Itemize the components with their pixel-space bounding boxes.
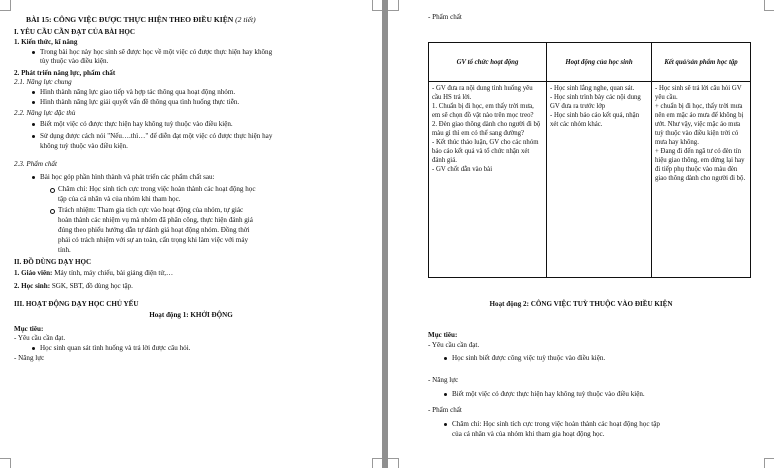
table-header: Hoạt động của học sinh: [547, 43, 652, 82]
cell-paragraph: - Học sinh trình bày các nội dung GV đưa ra trước lớp: [550, 94, 641, 110]
list-item: Trong bài học này học sinh sẽ được học về một việc có được thực hiện hay không: [40, 48, 273, 56]
table-cell-student: [547, 82, 652, 278]
cell-paragraph: - GV đưa ra nội dung tình huống yêu cầu HS trả lời.: [432, 85, 533, 101]
cell-paragraph: + chuẩn bị đi học, thấy trời mưa nên em mặc áo mưa để không bị ướt. Như vậy, việc mặc áo mưa tuỳ thuộc vào điều kiện trời có mưa hay không.: [655, 103, 744, 146]
objective-item: - Phẩm chất: [428, 13, 462, 21]
subsection-heading: 2.3. Phẩm chất: [14, 160, 57, 168]
activity-heading: Hoạt động 1: KHỞI ĐỘNG: [149, 311, 233, 319]
table-header: Kết quả/sản phẩm học tập: [652, 43, 751, 82]
list-item-cont: không tuỳ thuộc vào điều kiện.: [40, 142, 128, 150]
list-item: Sử dụng được cách nói "Nếu….thì…" để diễn đạt một việc có được thực hiện hay: [40, 132, 273, 140]
section-heading: I. YÊU CẦU CẦN ĐẠT CỦA BÀI HỌC: [14, 28, 135, 36]
cell-paragraph: - Học sinh lắng nghe, quan sát.: [550, 85, 635, 92]
teacher-materials: 1. Giáo viên: Máy tính, máy chiếu, bài giảng điện tử,…: [14, 269, 174, 277]
cell-paragraph: 2. Đèn giao thông dành cho người đi bộ màu gì thì em có thể sang đường?: [432, 121, 541, 137]
objective-item: - Yêu cầu cần đạt.: [428, 341, 480, 349]
document-page-right: [388, 0, 774, 468]
list-item: Học sinh biết được công việc tuỳ thuộc vào điều kiện.: [452, 354, 606, 362]
document-page-left: [0, 0, 382, 468]
list-item: Bài học góp phần hình thành và phát triển các phẩm chất sau:: [40, 173, 215, 181]
list-item: Biết một việc có được thực hiện hay không tuỳ thuộc vào điều kiện.: [40, 120, 233, 128]
objective-item: - Phẩm chất: [428, 406, 462, 414]
objective-item: - Yêu cầu cần đạt.: [14, 334, 66, 342]
list-item: Biết một việc có được thực hiện hay không tuỳ thuộc vào điều kiện.: [452, 390, 645, 398]
cell-paragraph: - Kết thúc thảo luận, GV cho các nhóm báo cáo kết quả và tổ chức nhận xét đánh giá.: [432, 139, 539, 164]
objectives-label: Mục tiêu:: [14, 325, 44, 333]
subsection-heading: 2. Phát triển năng lực, phẩm chất: [14, 69, 116, 77]
subsection-heading: 2.2. Năng lực đặc thù: [14, 109, 76, 117]
cell-paragraph: + Đang đi đến ngã tư có đèn tín hiệu giao thông, em dừng lại hay đi tiếp phụ thuộc vào màu đèn giao thông dành cho người đi bộ.: [655, 148, 746, 182]
table-header: GV tổ chức hoạt động: [429, 43, 547, 82]
sub-list-item-cont: tập của cá nhân và của nhóm khi tham học.: [58, 195, 181, 203]
objective-item: - Năng lực: [14, 354, 45, 362]
list-item-cont: tùy thuộc vào điều kiện.: [40, 57, 109, 65]
objective-item: - Năng lực: [428, 376, 459, 384]
cell-paragraph: - Học sinh sẽ trả lời câu hỏi GV yêu cầu.: [655, 85, 742, 101]
list-item: Hình thành năng lực giao tiếp và hợp tác thông qua hoạt động nhóm.: [40, 88, 236, 96]
list-item-cont: của cá nhân và của nhóm khi tham gia hoạt động học.: [452, 430, 605, 438]
section-heading: II. ĐỒ DÙNG DẠY HỌC: [14, 258, 92, 266]
cell-paragraph: - Học sinh báo cáo kết quả, nhận xét các nhóm khác.: [550, 112, 640, 128]
sub-list-item: Chăm chỉ: Học sinh tích cực trong việc hoàn thành các hoạt động học: [58, 185, 256, 193]
table-cell-teacher: [429, 82, 547, 278]
subsection-heading: 1. Kiến thức, kĩ năng: [14, 38, 78, 46]
activity-table: [428, 42, 751, 278]
sub-list-item-cont: hoàn thành các nhiệm vụ mà nhóm đã phân công, thực hiện đánh giá: [58, 216, 253, 224]
sub-list-item-cont: phải có trách nhiệm với sự an toàn, cẩn trọng khi làm việc với máy: [58, 236, 249, 244]
sub-list-item-cont: tính.: [58, 246, 71, 254]
cell-paragraph: - GV chốt dẫn vào bài: [432, 166, 493, 173]
list-item: Học sinh quan sát tình huống và trả lời được câu hỏi.: [40, 344, 191, 352]
cell-paragraph: 1. Chuẩn bị đi học, em thấy trời mưa, em sẽ chọn đồ vật nào trên mọc treo?: [432, 103, 534, 119]
objectives-label: Mục tiêu:: [428, 331, 458, 339]
table-cell-result: [652, 82, 751, 278]
subsection-heading: 2.1. Năng lực chung: [14, 78, 72, 86]
sub-list-item-cont: đúng theo phiếu hướng dẫn tự đánh giá hoạt động nhóm. Đồng thời: [58, 226, 250, 234]
sub-list-item: Trách nhiệm: Tham gia tích cực vào hoạt động của nhóm, tự giác: [58, 206, 244, 214]
student-materials: 2. Học sinh: SGK, SBT, đồ dùng học tập.: [14, 282, 133, 290]
activity-heading: Hoạt động 2: CÔNG VIỆC TUỲ THUỘC VÀO ĐIỀU KIỆN: [489, 300, 673, 308]
list-item: Hình thành năng lực giải quyết vấn đề thông qua tình huống thực tiễn.: [40, 98, 240, 106]
section-heading: III. HOẠT ĐỘNG DẠY HỌC CHỦ YẾU: [14, 300, 139, 308]
lesson-title: BÀI 15: CÔNG VIỆC ĐƯỢC THỰC HIỆN THEO ĐIỀU KIỆN (2 tiết): [26, 15, 256, 24]
list-item: Chăm chỉ: Học sinh tích cực trong việc hoàn thành các hoạt động học tập: [452, 420, 660, 428]
